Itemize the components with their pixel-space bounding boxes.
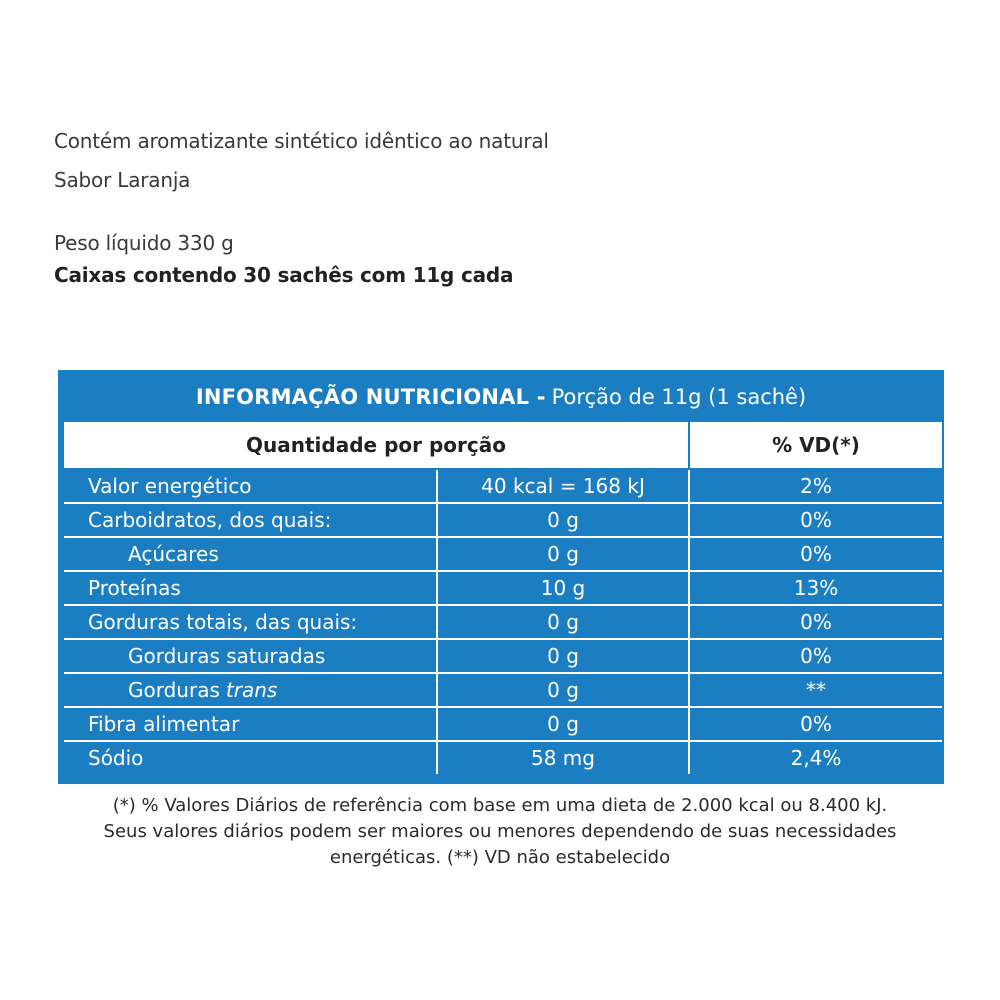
- nutrient-quantity: 58 mg: [438, 742, 690, 774]
- table-row: [64, 606, 942, 640]
- nutrient-daily-value: 2%: [800, 474, 832, 498]
- flavoring-statement: Contém aromatizante sintético idêntico ao natural: [54, 129, 549, 153]
- nutrition-title-portion: Porção de 11g (1 sachê): [551, 385, 807, 409]
- nutrition-table: [58, 370, 944, 784]
- table-row: [64, 742, 942, 774]
- nutrient-daily-value: **: [806, 678, 826, 702]
- nutrient-name: Gorduras saturadas: [64, 640, 438, 672]
- table-row: [64, 470, 942, 504]
- nutrient-quantity: 10 g: [438, 572, 690, 604]
- header-quantity-per-portion: Quantidade por porção: [64, 422, 690, 468]
- footnote-line-3: energéticas. (**) VD não estabelecido: [329, 847, 671, 868]
- nutrient-quantity: 0 g: [438, 640, 690, 672]
- nutrient-daily-value: 0%: [800, 508, 832, 532]
- nutrient-name: Açúcares: [64, 538, 438, 570]
- nutrient-name: Fibra alimentar: [64, 708, 438, 740]
- nutrient-daily-value: 0%: [800, 712, 832, 736]
- table-row: [64, 538, 942, 572]
- nutrient-quantity: 0 g: [438, 674, 690, 706]
- table-row: [64, 572, 942, 606]
- nutrient-name: Sódio: [64, 742, 438, 774]
- nutrient-name-cell: [64, 674, 438, 706]
- table-row: [64, 640, 942, 674]
- nutrient-name-italic: trans: [225, 678, 278, 702]
- package-contents: Caixas contendo 30 sachês com 11g cada: [54, 263, 514, 287]
- nutrient-quantity: 0 g: [438, 504, 690, 536]
- table-row: [64, 708, 942, 742]
- nutrient-daily-value: 13%: [793, 576, 839, 600]
- nutrition-table-title: [60, 372, 942, 422]
- nutrient-name: Valor energético: [64, 470, 438, 502]
- header-daily-value: % VD(*): [772, 433, 860, 457]
- table-row: [64, 674, 942, 708]
- flavor-label: Sabor Laranja: [54, 168, 191, 192]
- footnote-line-1: (*) % Valores Diários de referência com base em uma dieta de 2.000 kcal ou 8.400 kJ.: [112, 795, 888, 816]
- nutrient-quantity: 0 g: [438, 606, 690, 638]
- nutrient-daily-value: 0%: [800, 542, 832, 566]
- nutrition-rows: [64, 470, 942, 774]
- nutrient-name: Gorduras: [128, 678, 220, 702]
- net-weight: Peso líquido 330 g: [54, 231, 234, 255]
- nutrient-quantity: 40 kcal = 168 kJ: [438, 470, 690, 502]
- nutrient-quantity: 0 g: [438, 708, 690, 740]
- nutrient-name: Proteínas: [64, 572, 438, 604]
- nutrition-title-bold: INFORMAÇÃO NUTRICIONAL -: [195, 385, 546, 409]
- table-row: [64, 504, 942, 538]
- footnote-line-2: Seus valores diários podem ser maiores ou menores dependendo de suas necessidades: [103, 821, 897, 842]
- nutrient-daily-value: 2,4%: [790, 746, 842, 770]
- footnote: [40, 793, 960, 871]
- nutrient-name: Gorduras totais, das quais:: [64, 606, 438, 638]
- nutrient-quantity: 0 g: [438, 538, 690, 570]
- nutrient-daily-value: 0%: [800, 610, 832, 634]
- nutrient-daily-value: 0%: [800, 644, 832, 668]
- nutrient-name: Carboidratos, dos quais:: [64, 504, 438, 536]
- nutrition-table-header: [64, 422, 942, 468]
